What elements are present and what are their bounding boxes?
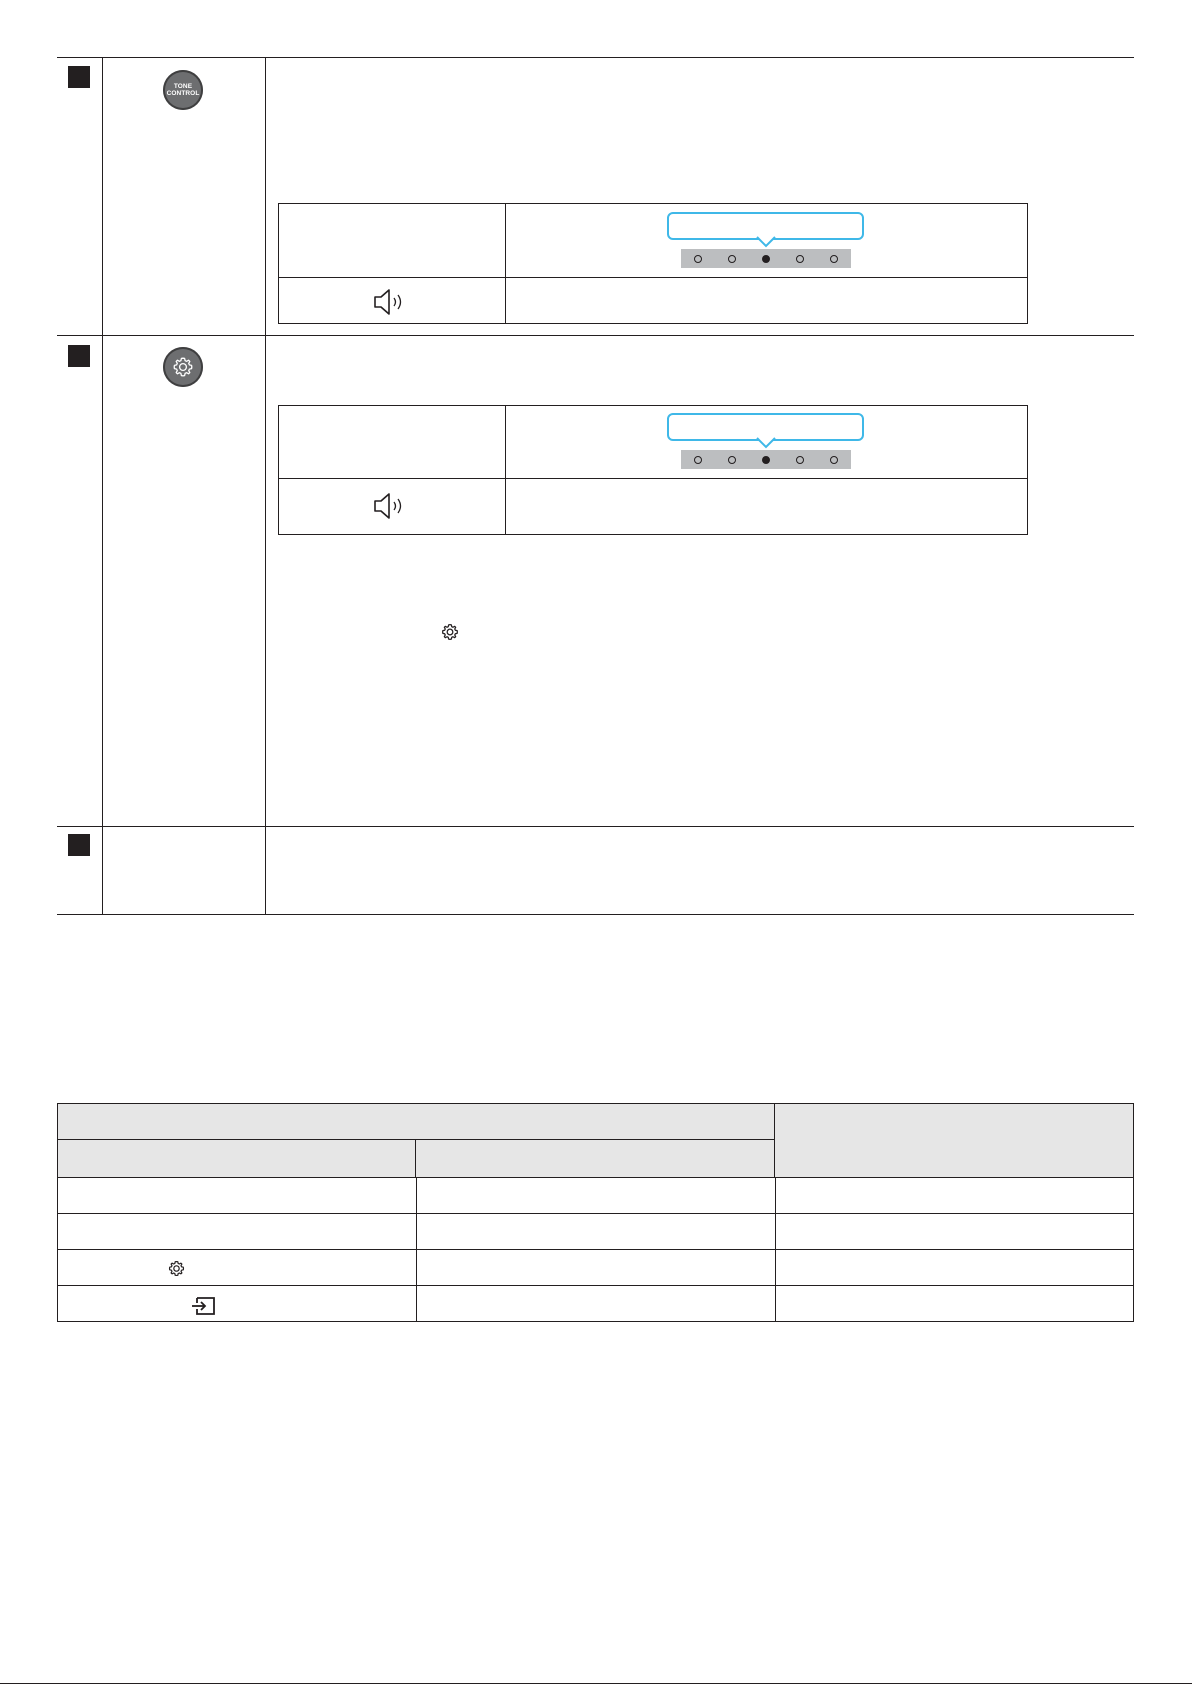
row-number-marker: [68, 834, 90, 856]
row-number-marker: [68, 345, 90, 367]
bubble-pointer: [756, 236, 776, 248]
table-column-rule: [775, 1177, 776, 1321]
level-dot-selected: [762, 255, 770, 263]
bubble-pointer: [756, 437, 776, 449]
level-dot: [830, 456, 838, 464]
level-dot: [728, 255, 736, 263]
header-sub-cell-1: [58, 1140, 416, 1177]
gear-icon: [440, 622, 460, 642]
speaker-icon: [373, 288, 409, 316]
header-sub-cell-2: [416, 1140, 775, 1177]
level-dot: [694, 255, 702, 263]
level-indicator: [681, 249, 851, 268]
table-rule: [58, 1285, 1133, 1286]
input-source-icon: [191, 1296, 217, 1316]
table-column-rule: [416, 1177, 417, 1321]
level-dot: [830, 255, 838, 263]
gear-icon: [167, 1259, 186, 1278]
summary-table: [57, 1103, 1134, 1322]
header-right-cell: [775, 1104, 1133, 1177]
tone-control-icon: [167, 83, 200, 97]
tone-label: TONE: [173, 83, 193, 90]
level-dot: [728, 456, 736, 464]
level-dot-selected: [762, 456, 770, 464]
row-divider-2: [57, 826, 1134, 827]
table-rule: [58, 1249, 1133, 1250]
level-dot: [796, 255, 804, 263]
tone-control-button: [163, 70, 203, 110]
column-divider-number: [102, 57, 103, 914]
page-footer-rule: [0, 1683, 1192, 1684]
control-label: CONTROL: [166, 90, 200, 97]
column-divider-button: [265, 57, 266, 914]
level-dot: [694, 456, 702, 464]
speaker-icon: [373, 492, 409, 520]
table-rule: [58, 1177, 1133, 1178]
table-rule: [58, 1213, 1133, 1214]
header-group-cell: [58, 1104, 775, 1140]
level-indicator: [681, 450, 851, 469]
settings-button: [163, 347, 203, 387]
gear-icon: [171, 355, 195, 379]
row-number-marker: [68, 66, 90, 88]
row-divider-1: [57, 335, 1134, 336]
table-top-rule: [57, 57, 1134, 58]
table-bottom-rule: [57, 914, 1134, 915]
level-dot: [796, 456, 804, 464]
